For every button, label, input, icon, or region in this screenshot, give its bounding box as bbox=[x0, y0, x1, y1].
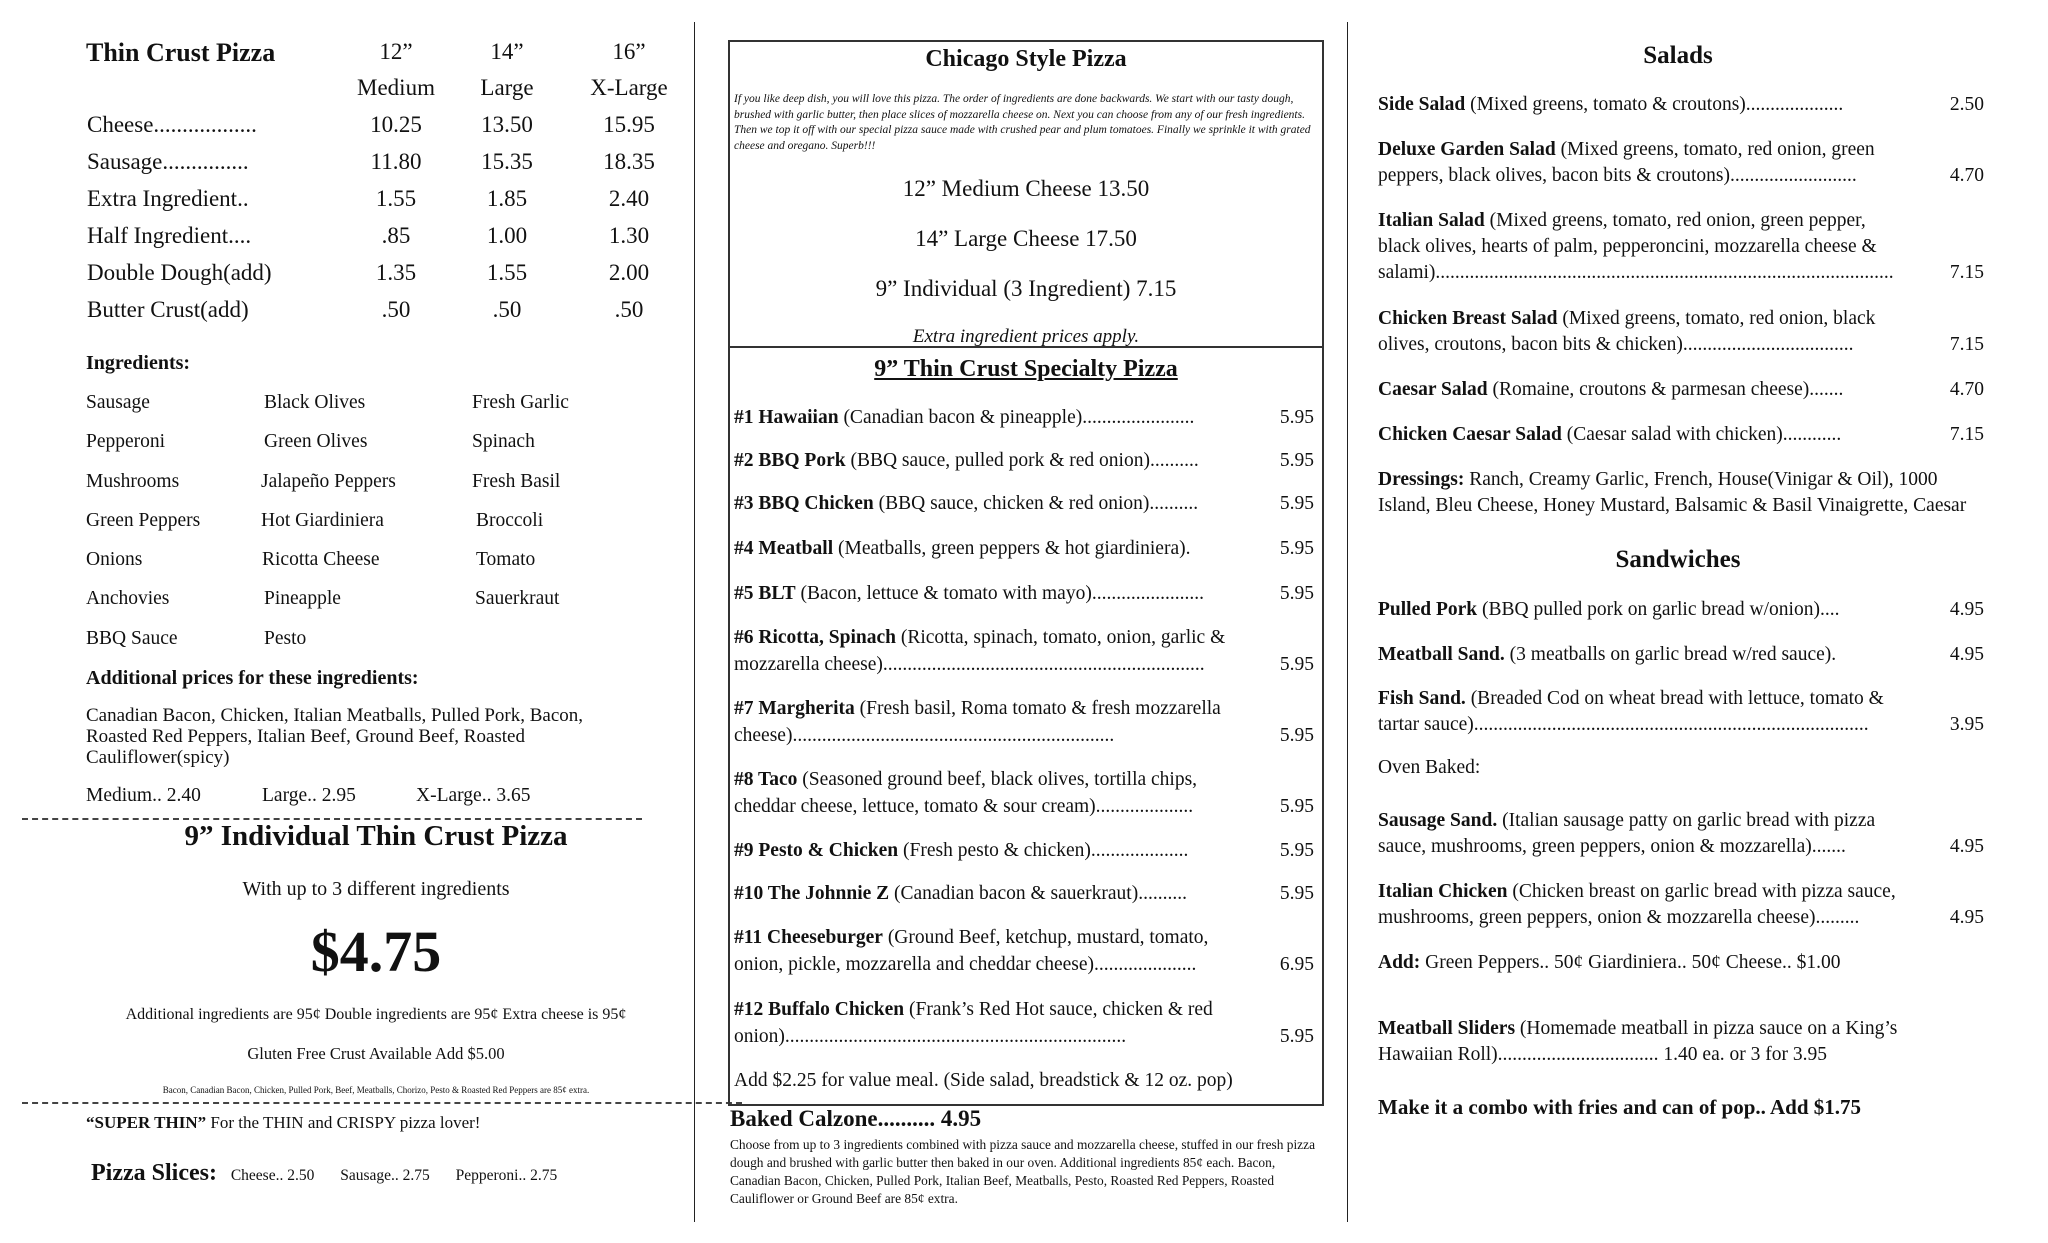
item-desc: (3 meatballs on garlic bread w/red sauce). bbox=[1504, 644, 1837, 665]
item-desc: (Meatballs, green peppers & hot giardiniera). bbox=[833, 538, 1191, 559]
chicago-style-box bbox=[728, 40, 1324, 348]
item-desc: (Mixed greens, tomato & croutons).................... bbox=[1465, 94, 1844, 115]
super-thin-note bbox=[86, 1113, 480, 1133]
item-desc: (Chicken breast on garlic bread with pizza sauce, mushrooms, green peppers, onion & mozzarella cheese)......... bbox=[1378, 881, 1896, 928]
ingredient-row bbox=[86, 471, 646, 510]
size-label: X-Large bbox=[590, 75, 668, 100]
item-price: 4.70 bbox=[1949, 379, 1984, 400]
item-price: 5.95 bbox=[1279, 493, 1314, 514]
individual-addons: Additional ingredients are 95¢ Double ingredients are 95¢ Extra cheese is 95¢ bbox=[125, 1006, 627, 1023]
price-xlarge: 1.30 bbox=[608, 223, 650, 248]
dressings-label: Dressings: bbox=[1378, 469, 1465, 490]
ingredient: Tomato bbox=[476, 549, 536, 571]
thin-crust-header bbox=[86, 34, 666, 114]
ingredient-row bbox=[86, 510, 646, 549]
item-desc: (Frank’s Red Hot sauce, chicken & red onion)...................................................................... bbox=[734, 999, 1213, 1047]
ingredient: Sausage bbox=[86, 392, 150, 413]
chicago-title: Chicago Style Pizza bbox=[925, 46, 1127, 72]
dressings-list: Ranch, Creamy Garlic, French, House(Vinigar & Oil), 1000 Island, Bleu Cheese, Honey Mustard, Balsamic & Basil Vinaigrette, Caesar bbox=[1378, 469, 1967, 516]
ingredient: Onions bbox=[86, 549, 143, 571]
price-xlarge: 2.00 bbox=[608, 260, 650, 285]
row-name: Butter Crust(add) bbox=[87, 297, 249, 322]
item-name: #3 BBQ Chicken bbox=[734, 493, 874, 514]
item-name: Meatball Sliders bbox=[1378, 1018, 1516, 1039]
gluten-free-note: Gluten Free Crust Available Add $5.00 bbox=[247, 1044, 505, 1063]
item-price: 5.95 bbox=[1279, 407, 1314, 428]
specialty-item bbox=[734, 624, 1316, 678]
item-price: 5.95 bbox=[1279, 725, 1314, 746]
pizza-slices bbox=[91, 1160, 579, 1187]
item-name: #4 Meatball bbox=[734, 538, 834, 559]
item-name: #5 BLT bbox=[734, 583, 796, 604]
right-column bbox=[1378, 0, 1998, 1243]
item-price: 5.95 bbox=[1279, 654, 1314, 675]
specialty-item bbox=[734, 695, 1316, 749]
ingredient-row bbox=[86, 431, 646, 470]
size-xlarge bbox=[589, 34, 669, 106]
additional-price-large: Large.. 2.95 bbox=[262, 785, 356, 806]
ingredient-row bbox=[86, 392, 646, 431]
salad-item bbox=[1378, 422, 1988, 448]
specialty-box bbox=[728, 346, 1324, 1106]
slice-price: Pepperoni.. 2.75 bbox=[455, 1167, 558, 1184]
item-desc: (Breaded Cod on wheat bread with lettuce, tomato & tartar sauce)................................................................................. bbox=[1378, 688, 1884, 735]
item-price: 5.95 bbox=[1279, 883, 1314, 904]
combo-offer: Make it a combo with fries and can of pop.. Add $1.75 bbox=[1378, 1095, 1862, 1119]
price-large: 1.85 bbox=[486, 186, 528, 211]
dressings bbox=[1378, 467, 1978, 519]
dashed-divider bbox=[22, 1102, 742, 1104]
item-name: #11 Cheeseburger bbox=[734, 927, 883, 948]
additional-prices-title: Additional prices for these ingredients: bbox=[86, 667, 419, 689]
item-price: 7.15 bbox=[1949, 334, 1984, 355]
ingredients-title: Ingredients: bbox=[86, 352, 191, 374]
item-desc: (Canadian bacon & sauerkraut).......... bbox=[889, 883, 1187, 904]
item-name: Side Salad bbox=[1378, 94, 1466, 115]
item-price: 7.15 bbox=[1949, 262, 1984, 283]
thin-crust-title: Thin Crust Pizza bbox=[86, 38, 276, 67]
item-desc: (Fresh pesto & chicken).................... bbox=[898, 840, 1189, 861]
item-price: 4.95 bbox=[1949, 599, 1984, 620]
meatball-sliders bbox=[1378, 1016, 1968, 1068]
item-name: #1 Hawaiian bbox=[734, 407, 839, 428]
price-row bbox=[86, 297, 666, 334]
sandwich-item bbox=[1378, 642, 1988, 668]
item-name: Pulled Pork bbox=[1378, 599, 1478, 620]
super-thin-label: “SUPER THIN” bbox=[86, 1113, 207, 1132]
item-desc: (BBQ sauce, pulled pork & red onion).......... bbox=[845, 450, 1199, 471]
individual-fine-print: Bacon, Canadian Bacon, Chicken, Pulled Pork, Beef, Meatballs, Chorizo, Pesto & Roasted Red Peppers are 85¢ extra. bbox=[162, 1085, 590, 1095]
item-name: Meatball Sand. bbox=[1378, 644, 1505, 665]
item-desc: (Homemade meatball in pizza sauce on a King’s Hawaiian Roll)................................. 1.40 ea. or 3 for 3.95 bbox=[1378, 1018, 1898, 1065]
item-price: 6.95 bbox=[1279, 954, 1314, 975]
item-price: 2.50 bbox=[1949, 94, 1984, 115]
item-name: #8 Taco bbox=[734, 769, 798, 790]
left-column bbox=[86, 0, 666, 1243]
ingredient: Pineapple bbox=[264, 588, 341, 610]
specialty-item bbox=[734, 490, 1316, 517]
additional-price-medium: Medium.. 2.40 bbox=[86, 785, 201, 806]
specialty-item bbox=[734, 447, 1316, 474]
pizza-slices-title: Pizza Slices: bbox=[91, 1160, 217, 1186]
price-large: 1.00 bbox=[486, 223, 528, 248]
ingredient: Ricotta Cheese bbox=[262, 549, 380, 571]
ingredient: Fresh Garlic bbox=[472, 392, 569, 413]
item-name: Fish Sand. bbox=[1378, 688, 1466, 709]
value-meal-note: Add $2.25 for value meal. (Side salad, breadstick & 12 oz. pop) bbox=[734, 1070, 1233, 1091]
individual-pizza-title: 9” Individual Thin Crust Pizza bbox=[184, 820, 568, 852]
item-price: 5.95 bbox=[1279, 840, 1314, 861]
ingredient-row bbox=[86, 549, 646, 588]
item-price: 5.95 bbox=[1279, 1026, 1314, 1047]
super-thin-text: For the THIN and CRISPY pizza lover! bbox=[210, 1113, 481, 1132]
specialty-item bbox=[734, 924, 1316, 978]
price-row bbox=[86, 149, 666, 186]
item-desc: (Ricotta, spinach, tomato, onion, garlic & mozzarella cheese).................................................................. bbox=[734, 627, 1226, 675]
item-desc: (BBQ pulled pork on garlic bread w/onion).... bbox=[1477, 599, 1840, 620]
price-row bbox=[86, 112, 666, 149]
column-divider-right bbox=[1347, 22, 1348, 1222]
size-inch: 14” bbox=[490, 39, 524, 64]
individual-pizza-price: $4.75 bbox=[310, 919, 442, 984]
specialty-item bbox=[734, 996, 1316, 1050]
item-price: 5.95 bbox=[1279, 796, 1314, 817]
ingredient: Green Olives bbox=[264, 431, 368, 453]
item-name: Italian Salad bbox=[1378, 210, 1485, 231]
column-divider-left bbox=[694, 22, 695, 1222]
ingredient: Sauerkraut bbox=[475, 588, 560, 610]
item-desc: (Canadian bacon & pineapple)....................... bbox=[838, 407, 1195, 428]
item-desc: (Mixed greens, tomato, red onion, black olives, croutons, bacon bits & chicken)................................... bbox=[1378, 308, 1876, 355]
ingredient-row bbox=[86, 588, 646, 627]
chicago-extra-note: Extra ingredient prices apply. bbox=[912, 326, 1140, 347]
specialty-title: 9” Thin Crust Specialty Pizza bbox=[874, 356, 1178, 382]
price-xlarge: 15.95 bbox=[603, 112, 655, 137]
item-name: #10 The Johnnie Z bbox=[734, 883, 890, 904]
item-desc: (Bacon, lettuce & tomato with mayo)....................... bbox=[795, 583, 1204, 604]
row-name: Cheese.................. bbox=[87, 112, 257, 137]
row-name: Extra Ingredient.. bbox=[87, 186, 249, 211]
salad-item bbox=[1378, 306, 1988, 358]
ingredient: BBQ Sauce bbox=[86, 627, 178, 649]
sandwiches-title: Sandwiches bbox=[1615, 546, 1741, 573]
size-label: Large bbox=[480, 75, 534, 100]
item-name: Caesar Salad bbox=[1378, 379, 1488, 400]
item-name: Chicken Breast Salad bbox=[1378, 308, 1558, 329]
chicago-item: 9” Individual (3 Ingredient) 7.15 bbox=[875, 276, 1177, 301]
item-desc: (Caesar salad with chicken)............ bbox=[1561, 424, 1842, 445]
item-price: 4.70 bbox=[1949, 165, 1984, 186]
specialty-item bbox=[734, 880, 1316, 907]
size-large bbox=[467, 34, 547, 106]
specialty-item bbox=[734, 404, 1316, 431]
ingredient: Green Peppers bbox=[86, 509, 201, 531]
price-row bbox=[86, 223, 666, 260]
price-medium: 11.80 bbox=[370, 149, 422, 174]
price-medium: 1.35 bbox=[375, 260, 417, 285]
sandwich-item bbox=[1378, 686, 1988, 738]
item-price: 7.15 bbox=[1949, 424, 1984, 445]
price-large: .50 bbox=[492, 297, 522, 322]
price-medium: 10.25 bbox=[370, 112, 422, 137]
size-medium bbox=[356, 34, 436, 106]
item-name: #12 Buffalo Chicken bbox=[734, 999, 905, 1020]
item-price: 5.95 bbox=[1279, 583, 1314, 604]
salad-item bbox=[1378, 377, 1988, 403]
calzone-description: Choose from up to 3 ingredients combined with pizza sauce and mozzarella cheese, stuffed in our fresh pizza dough and brushed with garlic butter then baked in our oven. Additional ingredients 85¢ each. Bacon, Canadian Bacon, Chicken, Pulled Pork, Italian Beef, Meatballs, Pesto, Roasted Red Peppers, Roasted Cauliflower or Ground Beef are 85¢ extra. bbox=[730, 1137, 1316, 1206]
calzone-title: Baked Calzone.......... 4.95 bbox=[730, 1106, 982, 1131]
item-price: 4.95 bbox=[1949, 907, 1984, 928]
item-price: 5.95 bbox=[1279, 450, 1314, 471]
specialty-item bbox=[734, 535, 1316, 562]
item-name: Deluxe Garden Salad bbox=[1378, 139, 1556, 160]
price-xlarge: 18.35 bbox=[603, 149, 655, 174]
chicago-item: 14” Large Cheese 17.50 bbox=[915, 226, 1137, 251]
addons-label: Add: bbox=[1378, 952, 1421, 973]
price-large: 13.50 bbox=[481, 112, 533, 137]
price-medium: 1.55 bbox=[375, 186, 417, 211]
salads-title: Salads bbox=[1643, 42, 1713, 69]
price-row bbox=[86, 260, 666, 297]
additional-price-xlarge: X-Large.. 3.65 bbox=[416, 785, 531, 806]
row-name: Half Ingredient.... bbox=[87, 223, 252, 248]
oven-baked-label: Oven Baked: bbox=[1378, 757, 1481, 778]
slice-price: Sausage.. 2.75 bbox=[340, 1167, 430, 1184]
item-desc: (Fresh basil, Roma tomato & fresh mozzarella cheese).................................................................. bbox=[734, 698, 1221, 746]
item-desc: (Ground Beef, ketchup, mustard, tomato, onion, pickle, mozzarella and cheddar cheese)..................... bbox=[734, 927, 1209, 975]
price-row bbox=[86, 186, 666, 223]
sandwich-item bbox=[1378, 879, 1988, 931]
item-desc: (Mixed greens, tomato, red onion, green peppers, black olives, bacon bits & croutons).......................... bbox=[1378, 139, 1875, 186]
salad-item bbox=[1378, 137, 1988, 189]
item-desc: (Seasoned ground beef, black olives, tortilla chips, cheddar cheese, lettuce, tomato & sour cream).................... bbox=[734, 769, 1198, 817]
ingredient: Mushrooms bbox=[86, 470, 180, 492]
sandwich-item bbox=[1378, 597, 1988, 623]
item-name: #6 Ricotta, Spinach bbox=[734, 627, 896, 648]
item-desc: (Italian sausage patty on garlic bread with pizza sauce, mushrooms, green peppers, onion & mozzarella)....... bbox=[1378, 810, 1876, 857]
price-medium: .50 bbox=[381, 297, 411, 322]
item-price: 3.95 bbox=[1949, 714, 1984, 735]
item-desc: (BBQ sauce, chicken & red onion).......... bbox=[873, 493, 1199, 514]
salad-item bbox=[1378, 208, 1988, 286]
ingredient: Jalapeño Peppers bbox=[261, 470, 396, 492]
ingredient: Black Olives bbox=[264, 392, 366, 413]
slice-price: Cheese.. 2.50 bbox=[230, 1167, 315, 1184]
item-name: #9 Pesto & Chicken bbox=[734, 840, 899, 861]
price-xlarge: 2.40 bbox=[608, 186, 650, 211]
size-label: Medium bbox=[357, 75, 435, 100]
salad-item bbox=[1378, 92, 1988, 118]
thin-crust-price-table bbox=[86, 112, 666, 334]
ingredient-row bbox=[86, 628, 646, 667]
ingredient: Hot Giardiniera bbox=[261, 509, 384, 531]
individual-pizza-subtitle: With up to 3 different ingredients bbox=[242, 878, 510, 900]
item-desc: (Mixed greens, tomato, red onion, green pepper, black olives, hearts of palm, pepperoncini, mozzarella cheese & salami).............................................................................................. bbox=[1378, 210, 1894, 283]
specialty-item bbox=[734, 766, 1316, 820]
ingredient: Fresh Basil bbox=[472, 470, 561, 492]
item-price: 5.95 bbox=[1279, 538, 1314, 559]
item-price: 4.95 bbox=[1949, 836, 1984, 857]
chicago-item: 12” Medium Cheese 13.50 bbox=[902, 176, 1150, 201]
row-name: Sausage............... bbox=[87, 149, 249, 174]
price-large: 1.55 bbox=[486, 260, 528, 285]
additional-ingredients-list: Canadian Bacon, Chicken, Italian Meatballs, Pulled Pork, Bacon, Roasted Red Peppers, Italian Beef, Ground Beef, Roasted Cauliflower(spicy) bbox=[86, 705, 584, 768]
middle-column bbox=[728, 0, 1324, 1243]
ingredient: Pesto bbox=[264, 627, 307, 649]
specialty-item bbox=[734, 580, 1316, 607]
item-name: Italian Chicken bbox=[1378, 881, 1508, 902]
ingredient: Anchovies bbox=[86, 588, 170, 610]
item-price: 4.95 bbox=[1949, 644, 1984, 665]
price-medium: .85 bbox=[381, 223, 411, 248]
addons-list: Green Peppers.. 50¢ Giardiniera.. 50¢ Cheese.. $1.00 bbox=[1420, 952, 1841, 973]
price-xlarge: .50 bbox=[614, 297, 644, 322]
specialty-item bbox=[734, 837, 1316, 864]
ingredient: Spinach bbox=[472, 431, 535, 453]
ingredient: Broccoli bbox=[476, 509, 544, 531]
chicago-description: If you like deep dish, you will love this pizza. The order of ingredients are done backwards. We start with our tasty dough, brushed with garlic butter, then place slices of mozzarella cheese on. Next you can choose from any of our fresh ingredients. Then we top it off with our special pizza sauce made with crushed pear and plum tomatoes. Finally we sprinkle it with grated cheese and oregano. Superb!!! bbox=[734, 93, 1311, 152]
ingredients-grid bbox=[86, 392, 646, 667]
size-inch: 16” bbox=[612, 39, 646, 64]
item-desc: (Romaine, croutons & parmesan cheese)....... bbox=[1487, 379, 1844, 400]
item-name: Chicken Caesar Salad bbox=[1378, 424, 1562, 445]
row-name: Double Dough(add) bbox=[87, 260, 272, 285]
sandwich-addons bbox=[1378, 952, 1841, 974]
price-large: 15.35 bbox=[481, 149, 533, 174]
ingredient: Pepperoni bbox=[86, 431, 166, 453]
item-name: #2 BBQ Pork bbox=[734, 450, 846, 471]
item-name: #7 Margherita bbox=[734, 698, 855, 719]
item-name: Sausage Sand. bbox=[1378, 810, 1498, 831]
size-inch: 12” bbox=[379, 39, 413, 64]
sandwich-item bbox=[1378, 808, 1988, 860]
